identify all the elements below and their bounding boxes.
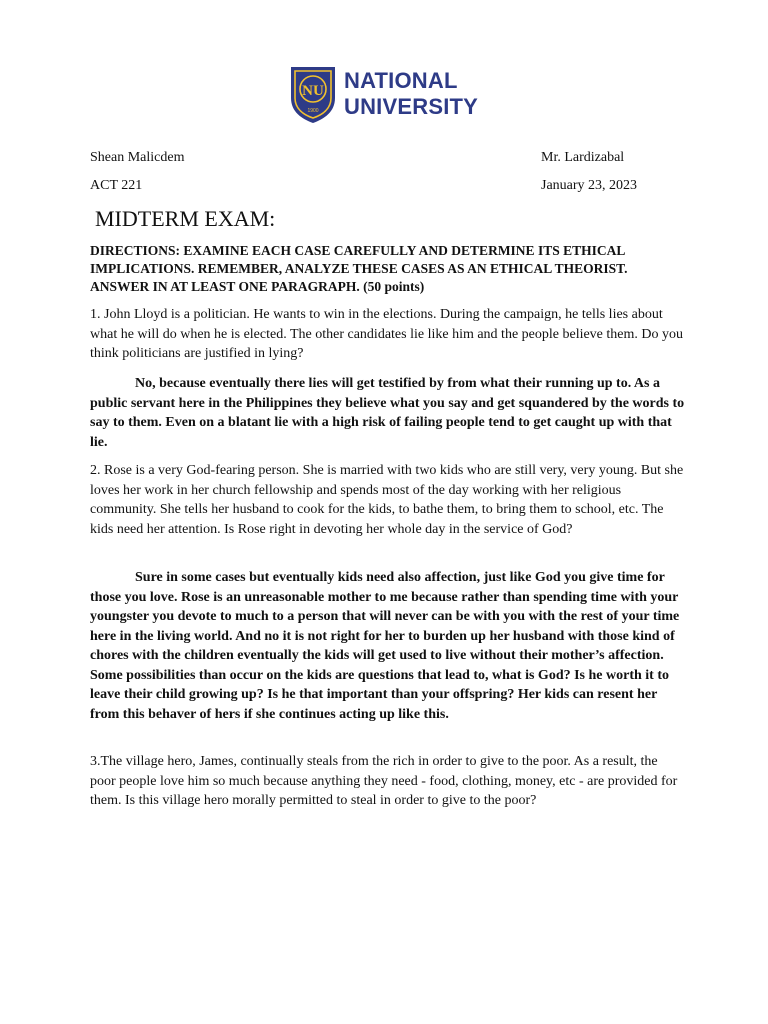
directions-text: DIRECTIONS: EXAMINE EACH CASE CAREFULLY AND DETERMINE ITS ETHICAL IMPLICATIONS. REMEMBER, ANALYZE THESE CASES AS AN ETHICAL THEORIST. ANSWER IN AT LEAST ONE PARAGRAPH. (50 points) [90,243,628,294]
question-3: 3.The village hero, James, continually steals from the rich in order to give to the poor. As a result, the poor people love him so much because anything they need - food, clothing, money, etc - are provided for them. Is this village hero morally permitted to steal in order to give to the poor? [90,754,678,808]
question-1: 1. John Lloyd is a politician. He wants to win in the elections. During the campaign, he tells lies about what he will do when he is elected. The other candidates lie like him and the people believe them. Do you think politicians are justified in lying? [90,307,684,361]
teacher-name: Mr. Lardizabal [541,150,625,165]
university-logo [287,64,487,124]
exam-date: January 23, 2023 [541,178,638,193]
seal-year: 1900 [307,108,319,114]
shield-seal-icon [287,64,339,124]
logo-line-2: UNIVERSITY [344,94,479,119]
course-code: ACT 221 [90,178,143,193]
question-2: 2. Rose is a very God-fearing person. She is married with two kids who are still very, very young. But she loves her work in her church fellowship and spends most of the day working with her religious community. She tells her husband to cook for the kids, to bathe them, to bring them to school, etc. The kids need her attention. Is Rose right in devoting her whole day in the service of God? [90,463,684,537]
logo-line-1: NATIONAL [344,68,458,93]
page-title: MIDTERM EXAM: [95,206,276,231]
university-name [344,68,478,120]
answer-2: Sure in some cases but eventually kids need also affection, just like God you give time for those you love. Rose is an unreasonable mother to me because rather than spending time with your youngster you devote to much to a person that will never can be with you with the rest of your time here in the living world. And no it is not right for her to burden up her husband with those kind of chores with the children eventually the kids will get used to live without their mother’s affection. Some possibilities than occur on the kids are questions that lead to, what is God? Is he worth it to leave their child growing up? Is he that important than your offspring? Her kids can resent her from this behaver of hers if she continues acting up like this. [90,570,680,722]
answer-1: No, because eventually there lies will get testified by from what their running up to. As a public servant here in the Philippines they believe what you say and get squandered by the words to say to them. Even on a blatant lie with a high risk of failing people tend to get caught up with that lie. [90,376,685,450]
student-name: Shean Malicdem [90,150,185,165]
seal-letters: NU [302,83,324,99]
